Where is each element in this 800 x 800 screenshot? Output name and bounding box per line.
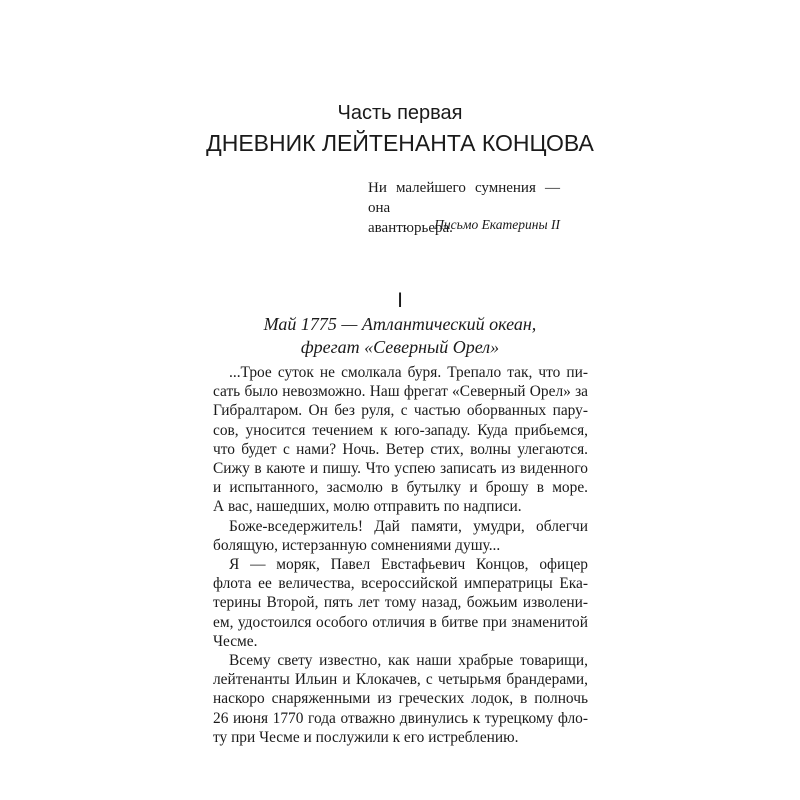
text-line: что будет с нами? Ночь. Ветер стих, волны улегаются. [213, 440, 588, 458]
page-title: ДНЕВНИК ЛЕЙТЕНАНТА КОНЦОВА [206, 130, 594, 156]
text-line: терины Второй, пять лет тому назад, божьим изволени- [213, 594, 588, 612]
text-line: Сижу в каюте и пишу. Что успею записать из виденного [213, 460, 588, 478]
subtitle-line: Май 1775 — Атлантический океан, [263, 314, 537, 334]
epigraph-attribution: Письмо Екатерины II [434, 217, 560, 232]
text-line: флота ее величества, всероссийской императрицы Ека- [213, 575, 588, 593]
text-line: А вас, нашедших, молю отправить по надписи. [213, 498, 522, 516]
text-line: Боже-вседержитель! Дай памяти, умудри, облегчи [229, 517, 588, 535]
text-line: Гибралтаром. Он без руля, с частью оборванных пару- [213, 402, 588, 420]
part-heading: Часть первая [337, 102, 463, 124]
text-line: Я — моряк, Павел Евстафьевич Концов, офицер [229, 556, 588, 574]
subtitle-line: фрегат «Северный Орел» [300, 337, 500, 357]
text-line: сать было невозможно. Наш фрегат «Северный Орел» за [213, 383, 588, 401]
epigraph-line: авантюрьера. [368, 220, 453, 236]
text-line: и испытанного, засмолю в бутылку и брошу в море. [213, 479, 588, 497]
text-line: ...Трое суток не смолкала буря. Трепало так, что пи- [229, 364, 588, 381]
body-text [213, 363, 588, 747]
chapter-subtitle [0, 313, 800, 359]
text-line: ту при Чесме и послужили к его истреблению. [213, 728, 519, 746]
text-line: Чесме. [213, 632, 258, 650]
text-line: ем, удостоился особого отличия в битве при знаменитой [213, 613, 588, 631]
text-line: сов, уносится течением к юго-западу. Куда прибьемся, [213, 421, 588, 439]
text-line: наскоро снаряженными из греческих лодок, в полночь [213, 690, 588, 708]
text-line: Всему свету известно, как наши храбрые товарищи, [229, 652, 588, 670]
text-line: 26 июня 1770 года отважно двинулись к турецкому фло- [213, 709, 588, 727]
text-line: болящую, истерзанную сомнениями душу... [213, 536, 501, 554]
text-line: лейтенанты Ильин и Клокачев, с четырьмя брандерами, [213, 671, 588, 689]
chapter-number: I [397, 289, 403, 312]
epigraph-line: Ни малейшего сумнения — она [368, 180, 560, 216]
